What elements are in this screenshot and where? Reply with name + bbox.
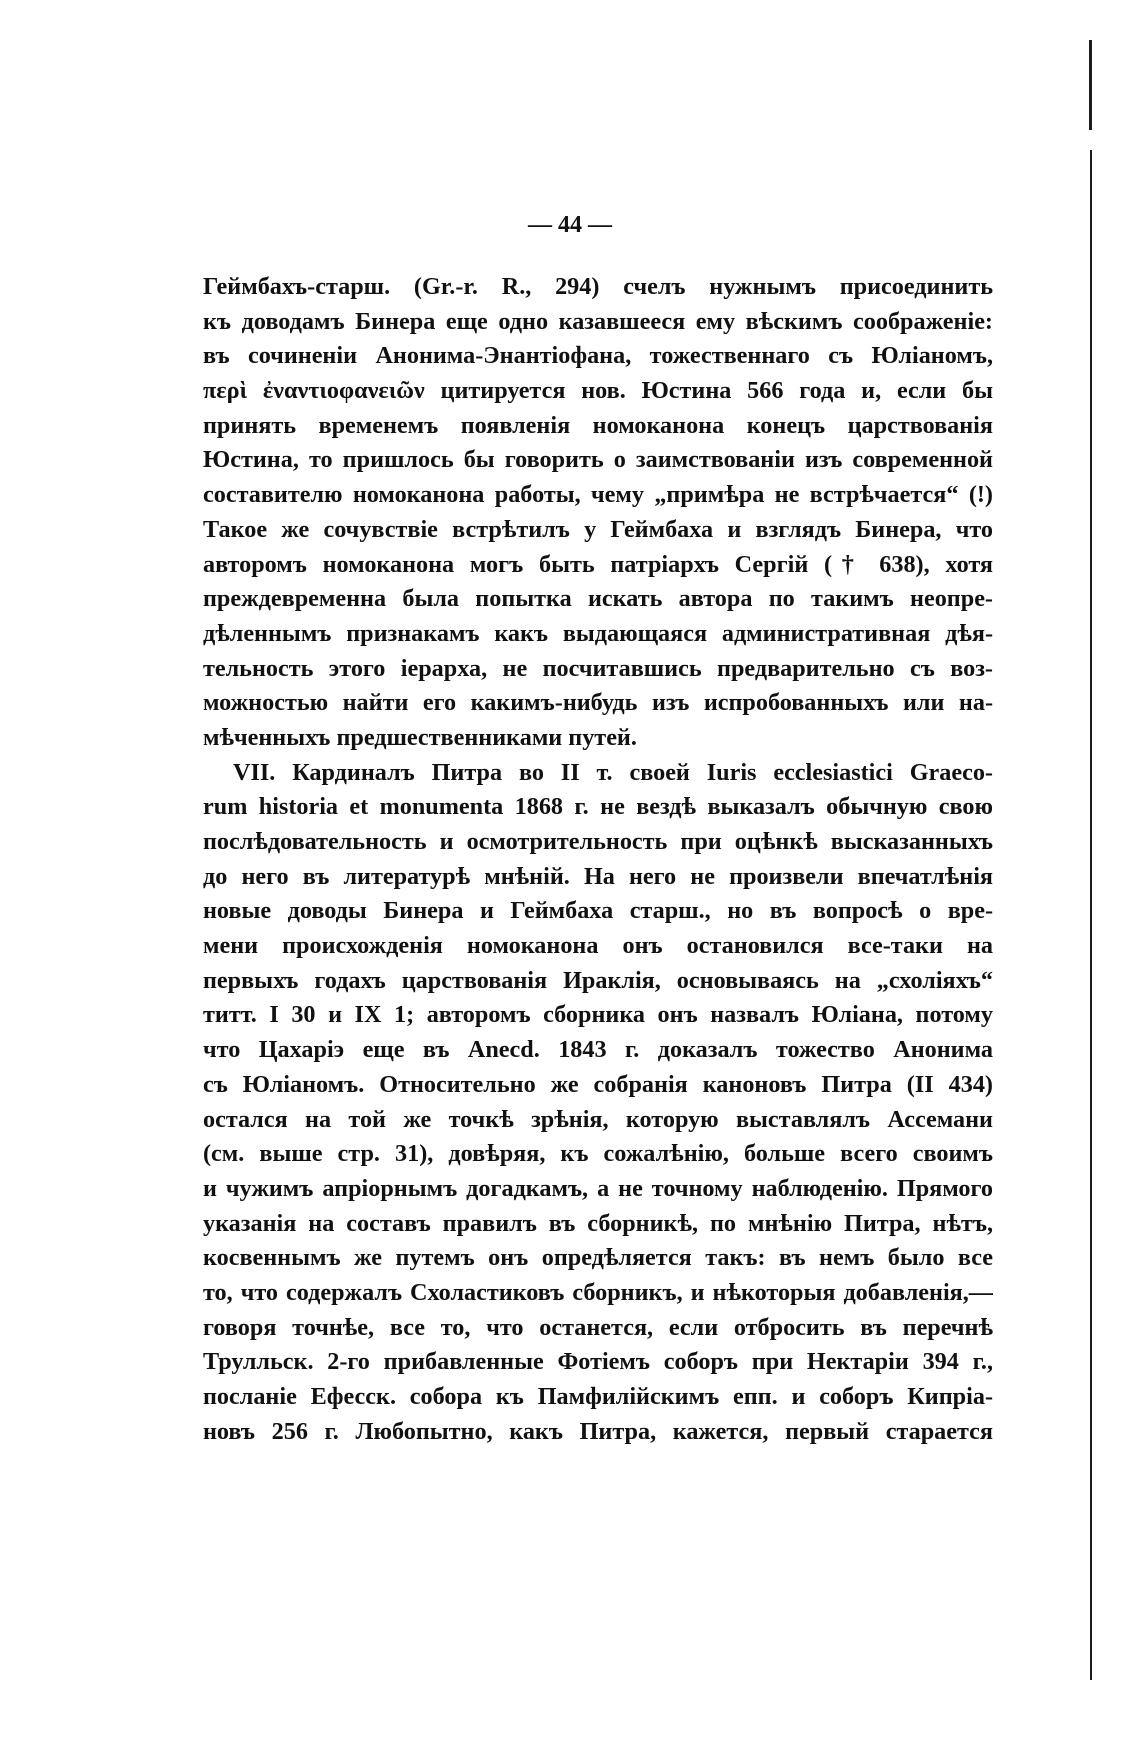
- text-line: составителю номоканона работы, чему „примѣра не встрѣчается“ (!): [203, 481, 993, 509]
- text-line: къ доводамъ Бинера еще одно казавшееся ему вѣскимъ соображеніе:: [203, 307, 993, 335]
- text-line: съ Юліаномъ. Относительно же собранія каноновъ Питра (II 434): [203, 1070, 993, 1098]
- text-line: (см. выше стр. 31), довѣряя, къ сожалѣнію, больше всего своимъ: [203, 1140, 993, 1168]
- text-line: περὶ ἐναντιοφανειῶν цитируется нов. Юстина 566 года и, если бы: [203, 377, 993, 405]
- text-line: Геймбахъ-старш. (Gr.-r. R., 294) счелъ нужнымъ присоединить: [203, 273, 993, 300]
- text-line: Такое же сочувствіе встрѣтилъ у Геймбаха и взглядъ Бинера, что: [203, 515, 993, 543]
- text-line: послѣдовательность и осмотрительность при оцѣнкѣ высказанныхъ: [203, 828, 993, 855]
- text-line: мени происхожденія номоканона онъ остановился все-таки на: [203, 932, 993, 960]
- text-line: преждевременна была попытка искать автора по такимъ неопре-: [203, 585, 993, 613]
- text-line: въ сочиненіи Анонима-Энантіофана, тожественнаго съ Юліаномъ,: [203, 342, 993, 370]
- text-line: говоря точнѣе, все то, что останется, если отбросить въ перечнѣ: [203, 1313, 993, 1341]
- text-line: то, что содержалъ Схоластиковъ сборникъ, и нѣкоторыя добавленія,—: [203, 1278, 993, 1306]
- text-line: указанія на составъ правилъ въ сборникѣ, по мнѣнію Питра, нѣтъ,: [203, 1209, 993, 1237]
- scan-edge-line: [1089, 40, 1092, 130]
- text-line: Трулльск. 2-го прибавленные Фотіемъ соборъ при Нектаріи 394 г.,: [203, 1348, 993, 1376]
- text-line: что Цахаріэ еще въ Anecd. 1843 г. доказалъ тожество Анонима: [203, 1036, 993, 1064]
- body-text: [203, 270, 993, 1449]
- text-line: мѣченныхъ предшественниками путей.: [203, 723, 637, 751]
- text-line: титт. I 30 и IX 1; авторомъ сборника онъ назвалъ Юліана, потому: [203, 1001, 993, 1029]
- text-line: и чужимъ апріорнымъ догадкамъ, а не точному наблюденію. Прямого: [203, 1174, 993, 1202]
- text-line: косвеннымъ же путемъ онъ опредѣляется такъ: въ немъ было все: [203, 1244, 993, 1272]
- text-line: до него въ литературѣ мнѣній. На него не произвели впечатлѣнія: [203, 862, 993, 890]
- text-line: VII. Кардиналъ Питра во II т. своей Iuris ecclesiastici Graeco-: [233, 758, 993, 786]
- text-line: остался на той же точкѣ зрѣнія, которую выставлялъ Ассемани: [203, 1105, 993, 1133]
- text-line: Юстина, то пришлось бы говорить о заимствованіи изъ современной: [203, 446, 993, 474]
- text-line: новъ 256 г. Любопытно, какъ Питра, кажется, первый старается: [203, 1417, 993, 1445]
- text-line: первыхъ годахъ царствованія Ираклія, основываясь на „схоліяхъ“: [203, 966, 993, 994]
- page-number: — 44 —: [528, 212, 612, 238]
- text-line: rum historia et monumenta 1868 г. не вездѣ выказалъ обычную свою: [203, 793, 993, 821]
- text-line: можностью найти его какимъ-нибудь изъ испробованныхъ или на-: [203, 689, 993, 717]
- text-line: принять временемъ появленія номоканона конецъ царствованія: [203, 411, 993, 439]
- text-line: посланіе Ефесск. собора къ Памфилійскимъ епп. и соборъ Кипріа-: [203, 1383, 993, 1410]
- text-line: авторомъ номоканона могъ быть патріархъ Сергій († 638), хотя: [203, 550, 993, 578]
- text-line: дѣленнымъ признакамъ какъ выдающаяся административная дѣя-: [203, 619, 993, 647]
- text-line: тельность этого іерарха, не посчитавшись предварительно съ воз-: [203, 654, 993, 682]
- scan-edge-line: [1090, 150, 1092, 1680]
- text-line: новые доводы Бинера и Геймбаха старш., но въ вопросѣ о вре-: [203, 897, 993, 925]
